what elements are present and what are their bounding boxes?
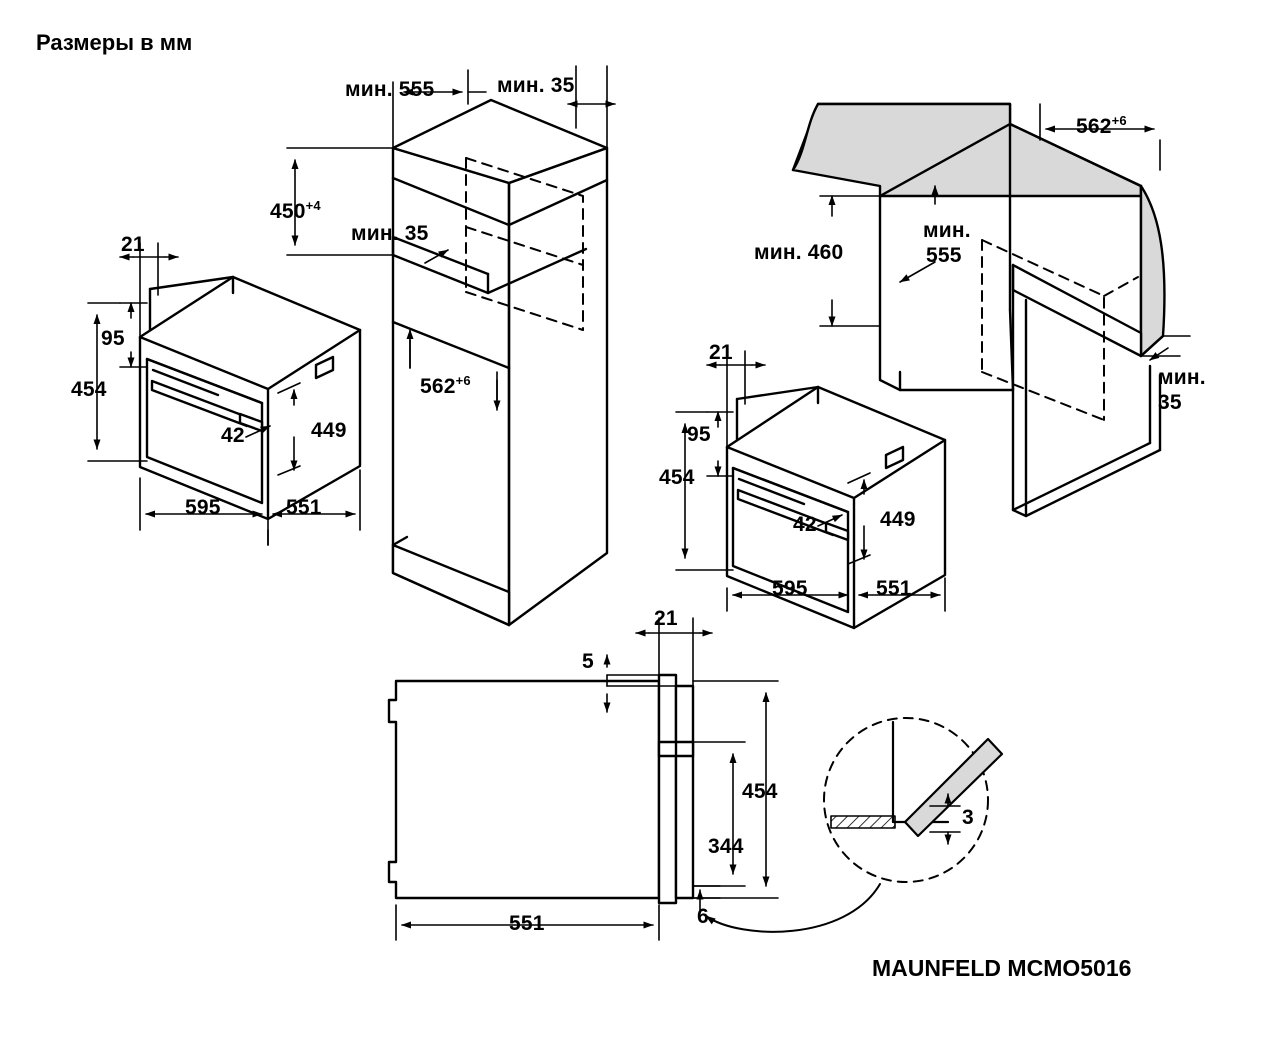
dimension-450: $450^{+4}$ [270,198,321,223]
dimension-95-middle: 95 [687,423,711,446]
dimension-551-middle: 551 [876,577,912,600]
tall-cabinet-hidden-lines [466,158,583,330]
oven-side-section [389,675,693,903]
dimension-min555-top: мин. 555 [345,78,435,101]
dimension-min555-right-line2: 555 [926,244,962,267]
detail-callout-circle [824,718,988,882]
dimension-6-side: 6 [697,905,709,928]
dimension-95-left: 95 [101,327,125,350]
dimension-min35-right-line1: мин. [1158,366,1206,389]
dimension-449-left: 449 [311,419,347,442]
dimension-min35-top: мин. 35 [497,74,575,97]
sheet-title: Размеры в мм [36,30,193,55]
dimension-min35-middle: мин. 35 [351,222,429,245]
dimension-min35-right-line2: 35 [1158,391,1182,414]
dimension-21-left: 21 [121,233,145,256]
tall-cabinet-outline [393,100,607,625]
oven-left-body [140,277,360,519]
dimension-454-middle: 454 [659,466,695,489]
worktop-niche [793,104,1164,516]
dimension-42-left: 42 [221,424,245,447]
brand-model-label: MAUNFELD MCMO5016 [872,955,1132,981]
dimension-595-left: 595 [185,496,221,519]
dimension-3-detail: 3 [962,806,974,829]
dimension-562-right: $562^{+6}$ [1076,113,1127,138]
dimension-min460: мин. 460 [754,241,844,264]
dimension-21-middle: 21 [709,341,733,364]
dimension-21-side: 21 [654,607,678,630]
dimension-42-middle: 42 [793,513,817,536]
dimension-562-cabinet: $562^{+6}$ [420,373,471,398]
dimension-454-side: 454 [742,780,778,803]
dimension-454-left: 454 [71,378,107,401]
dimension-min555-right-line1: мин. [923,219,971,242]
dimension-344-side: 344 [708,835,744,858]
dimension-595-middle: 595 [772,577,808,600]
dimension-449-middle: 449 [880,508,916,531]
dimension-551-left: 551 [286,496,322,519]
dimension-551-side: 551 [509,912,545,935]
dimension-5-side: 5 [582,650,594,673]
